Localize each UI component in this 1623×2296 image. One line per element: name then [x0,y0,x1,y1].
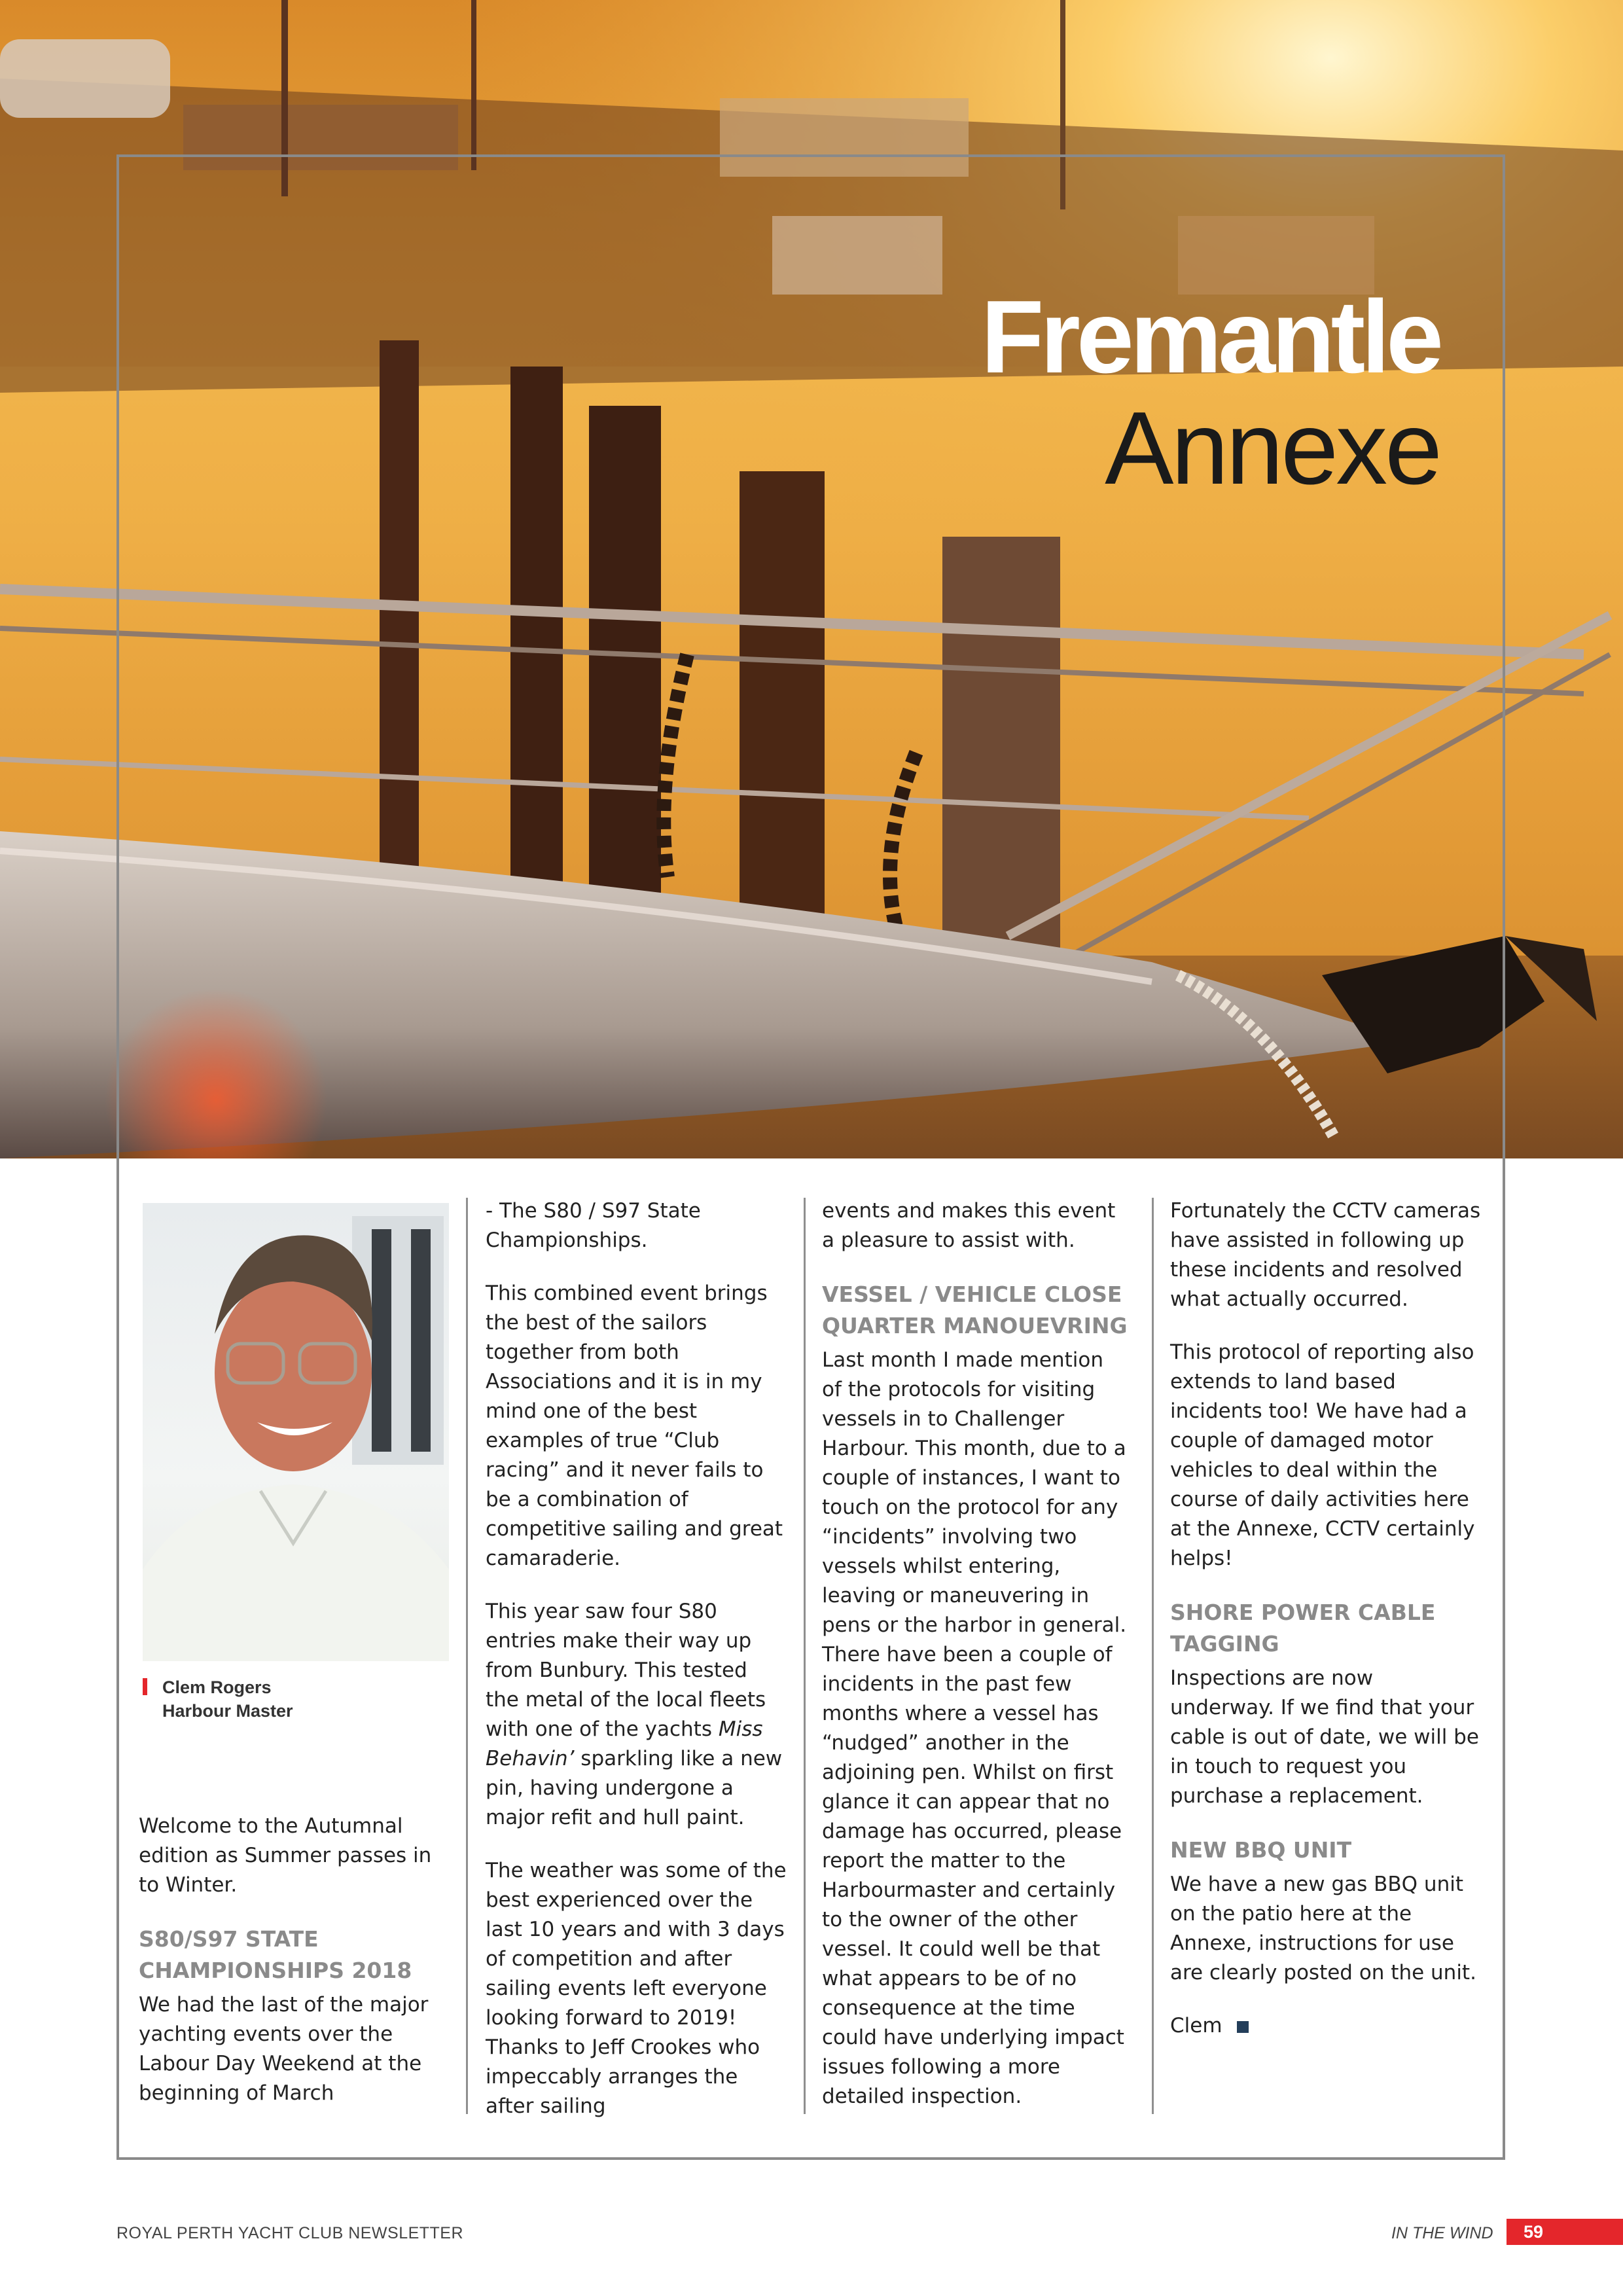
photo-caption [143,1676,449,1723]
yacht-name: Miss Behavin’ [486,1717,763,1770]
signoff [1170,2011,1483,2041]
column-divider [466,1198,468,2114]
portrait-photo [143,1203,449,1661]
article-column-2 [486,1196,787,2145]
column3-paragraph-2: Last month I made mention of the protocols for visiting vessels in to Challenger Harbour. This month, due to a couple of instances, I want to touch on the protocol for any “incidents” involving two vessels whilst entering, leaving or maneuvering in pens or the harbor in general. There have been a couple of incidents in the past few months where a vessel has “nudged” another in the adjoining pen. Whilst on first glance it can appear that no damage has occurred, please report the matter to the Harbourmaster and certainly to the owner of the other vessel. It could well be that what appears to be of no consequence at the time could have underlying impact issues following a more detailed inspection. [822,1348,1127,2108]
column3-paragraph-1: events and makes this event a pleasure to assist with. [822,1199,1116,1252]
caption-name: Clem Rogers [162,1677,272,1697]
section-heading-vessel: VESSEL / VEHICLE CLOSE QUARTER MANOUEVRING [822,1282,1128,1338]
caption-role: Harbour Master [162,1701,293,1721]
column4-paragraph-4: We have a new gas BBQ unit on the patio here at the Annexe, instructions for use are clearly posted on the unit. [1170,1873,1476,1984]
column-divider [804,1198,806,2114]
column4-paragraph-2: This protocol of reporting also extends to land based incidents too! We have had a couple of damaged motor vehicles to deal within the course of daily activities here at the Annexe, CCTV certainly helps! [1170,1340,1475,1570]
championships-paragraph: We had the last of the major yachting events over the Labour Day Weekend at the beginning of March [139,1993,429,2105]
para3-text-a: This year saw four S80 entries make their way up from Bunbury. This tested the metal of the local fleets with one of the yachts [486,1600,766,1741]
column2-paragraph-2: This combined event brings the best of the sailors together from both Associations and it is in my mind one of the best examples of true “Club racing” and it never fails to be a combination of competitive sailing and great camaraderie. [486,1282,783,1570]
title-fremantle: Fremantle [980,279,1440,395]
column2-paragraph-1: - The S80 / S97 State Championships. [486,1199,701,1252]
column4-paragraph-3: Inspections are now underway. If we find that your cable is out of date, we will be in touch to request you purchase a replacement. [1170,1666,1479,1808]
column2-paragraph-4: The weather was some of the best experienced over the last 10 years and with 3 days of competition and after sailing events left everyone looking forward to 2019! Thanks to Jeff Crookes who impeccably arranges the after sailing [486,1859,787,2118]
column-divider [1152,1198,1154,2114]
portrait-illustration [143,1203,449,1661]
page-number: 59 [1507,2219,1623,2245]
intro-paragraph: Welcome to the Autumnal edition as Summer passes in to Winter. [139,1814,432,1897]
article-column-3 [822,1196,1128,2135]
section-heading-championships: S80/S97 STATE CHAMPIONSHIPS 2018 [139,1926,412,1983]
article-column-1 [139,1812,453,2132]
footer-publication: ROYAL PERTH YACHT CLUB NEWSLETTER [116,2224,464,2242]
article-column-4 [1170,1196,1483,2064]
column2-paragraph-3 [486,1597,787,1833]
section-heading-shore-power: SHORE POWER CABLE TAGGING [1170,1600,1436,1657]
footer-section: IN THE WIND [1391,2224,1493,2242]
para3-text-b: sparkling like a new pin, having undergone a major refit and hull paint. [486,1747,783,1829]
page-title [981,281,1440,504]
column4-paragraph-1: Fortunately the CCTV cameras have assisted in following up these incidents and resolved what actually occurred. [1170,1199,1481,1311]
caption-accent-bar [143,1678,147,1695]
end-of-article-mark [1237,2021,1249,2033]
title-annexe: Annexe [1105,391,1440,506]
section-heading-bbq: NEW BBQ UNIT [1170,1837,1352,1863]
signoff-name: Clem [1170,2014,1222,2037]
